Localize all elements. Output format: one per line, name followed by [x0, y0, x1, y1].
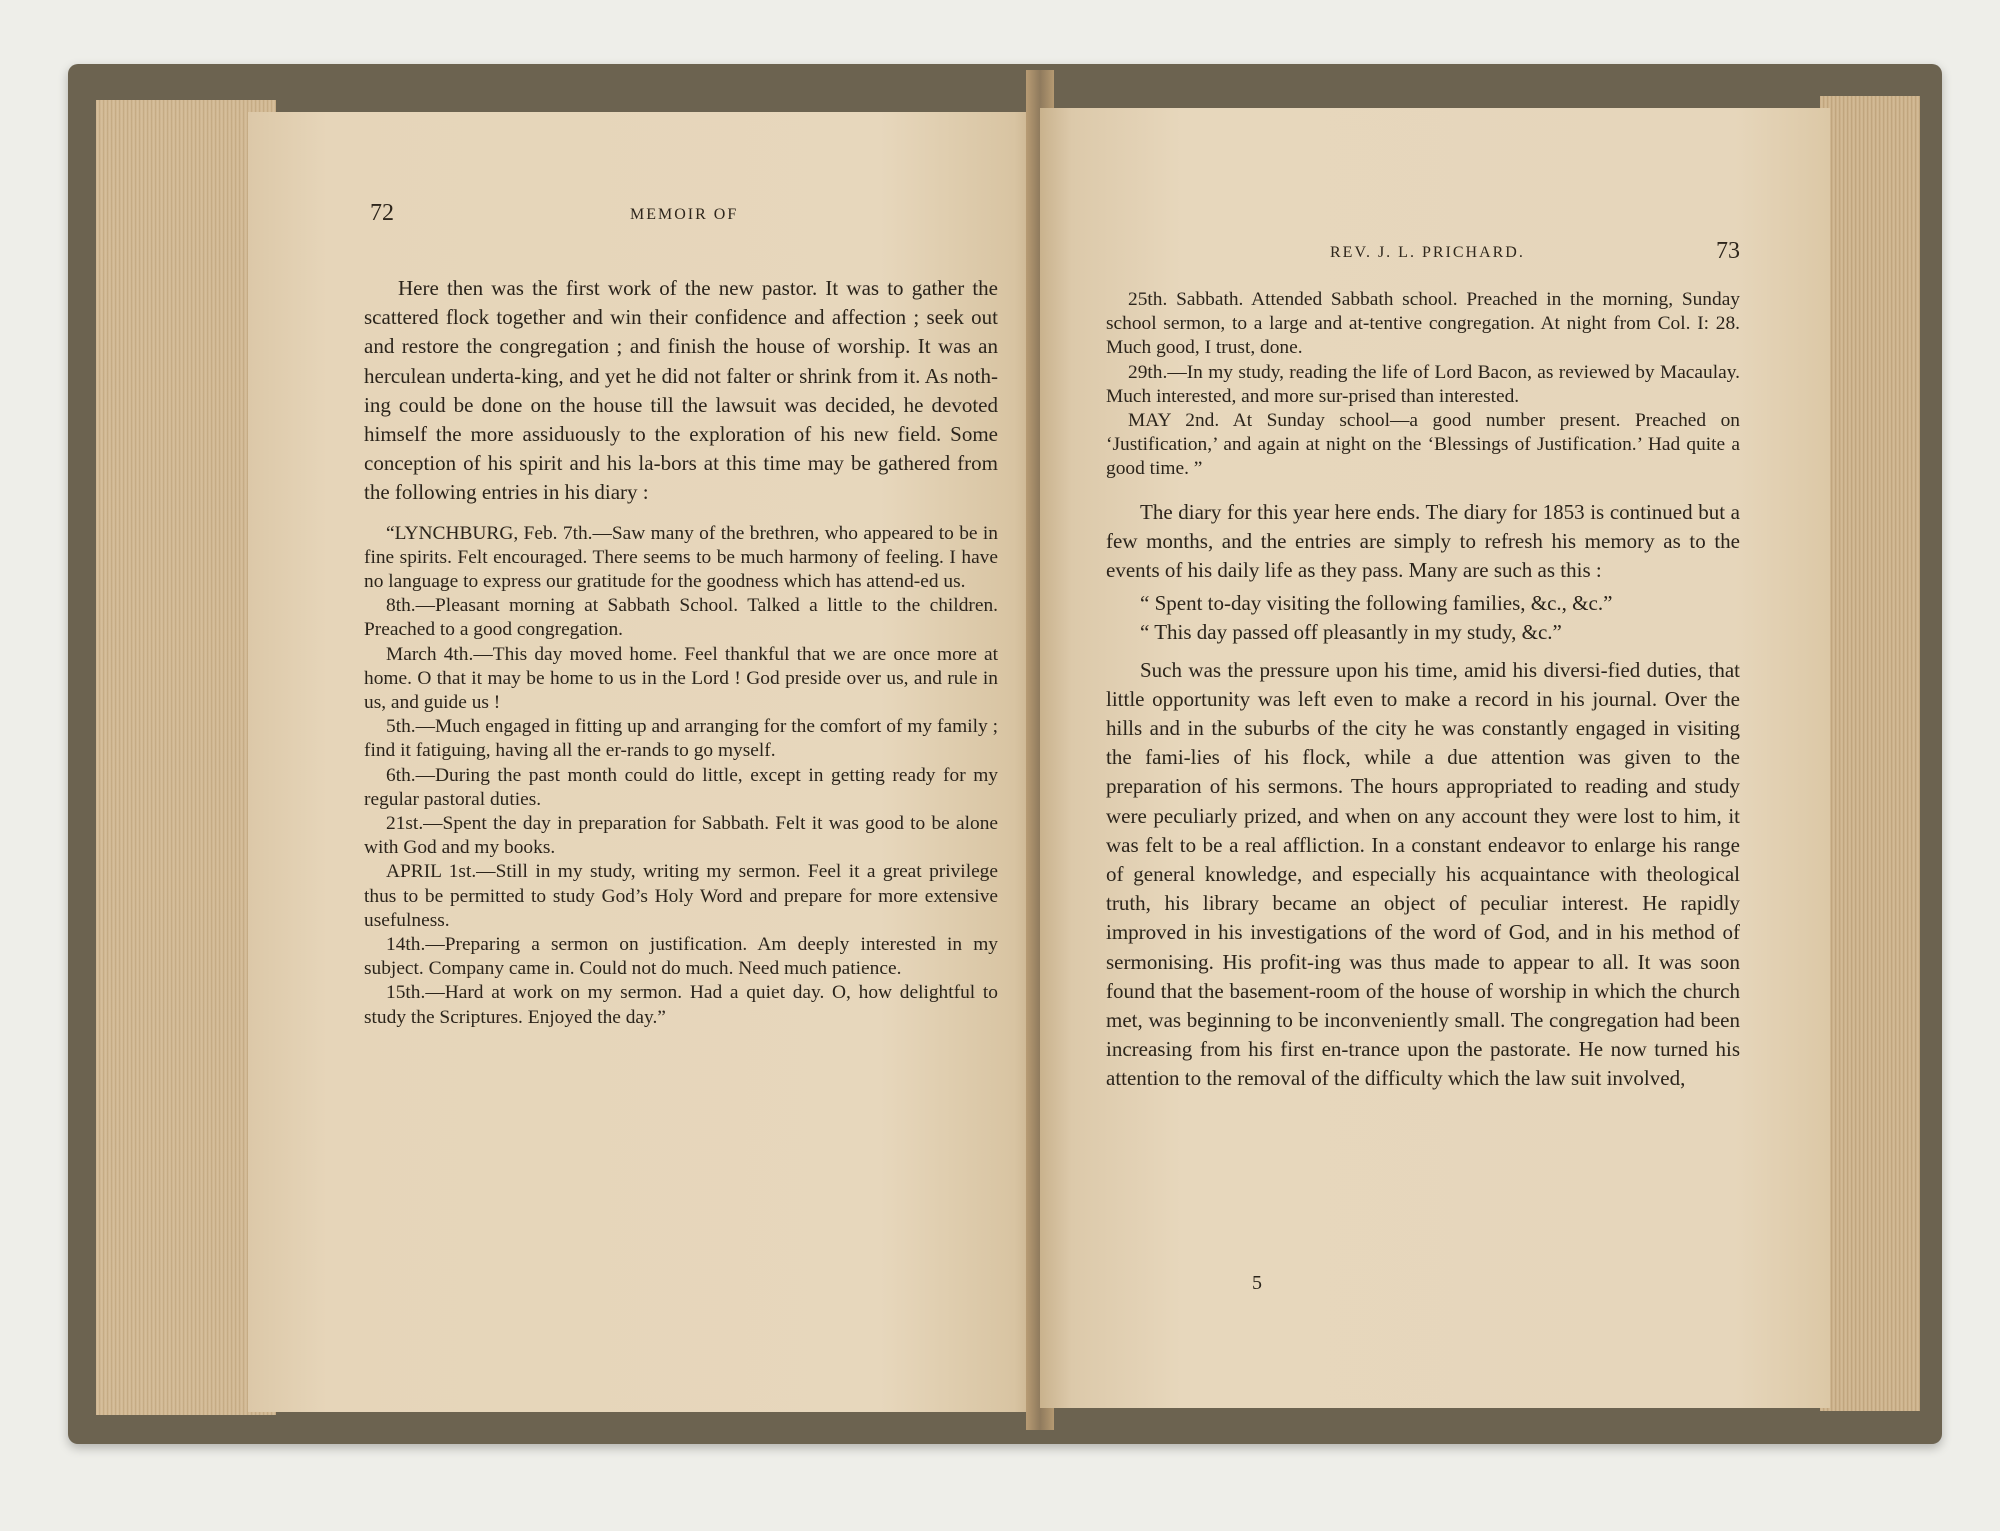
diary-entry: 14th.—Preparing a sermon on justification. Am deeply interested in my subject. Company came in. Could not do much. Need much patience. [364, 934, 998, 980]
quote: “ This day passed off pleasantly in my study, &c.” [1140, 620, 1562, 645]
right-page-header [1040, 238, 1830, 268]
diary-entry: 29th.—In my study, reading the life of Lord Bacon, as reviewed by Macaulay. Much interested, and more sur-prised than interested. [1106, 361, 1740, 407]
diary-entry: 6th.—During the past month could do little, except in getting ready for my regular pastoral duties. [364, 764, 998, 810]
page-number: 72 [370, 200, 394, 226]
diary-entry: 5th.—Much engaged in fitting up and arranging for the comfort of my family ; find it fatiguing, having all the er-rands to go myself. [364, 716, 998, 762]
diary-entry: 25th. Sabbath. Attended Sabbath school. Preached in the morning, Sunday school sermon, to a large and at-tentive congregation. At night from Col. I: 28. Much good, I trust, done. [1106, 289, 1740, 359]
signature-mark: 5 [1252, 1272, 1262, 1294]
diary-entry: March 4th.—This day moved home. Feel thankful that we are once more at home. O that it may be home to us in the Lord ! God preside over us, and rule in us, and guide us ! [364, 643, 998, 714]
left-page-body [364, 274, 998, 1030]
quote: “ Spent to-day visiting the following families, &c., &c.” [1140, 591, 1613, 616]
left-page [248, 112, 1038, 1412]
diary-entry: MAY 2nd. At Sunday school—a good number present. Preached on ‘Justification,’ and again at night on the ‘Blessings of Justification.’ Had quite a good time. ” [1106, 410, 1740, 480]
running-head: REV. J. L. PRICHARD. [1330, 244, 1525, 261]
running-head: MEMOIR OF [630, 206, 739, 223]
left-page-header [248, 200, 1038, 230]
right-page [1040, 108, 1830, 1408]
diary-entry: 21st.—Spent the day in preparation for Sabbath. Felt it was good to be alone with God and my books. [364, 813, 998, 859]
diary-entry: “LYNCHBURG, Feb. 7th.—Saw many of the brethren, who appeared to be in fine spirits. Felt encouraged. There seems to be much harmony of feeling. I have no language to express our gratitude for the goodness which has attend-ed us. [364, 522, 998, 593]
paragraph: Here then was the first work of the new pastor. It was to gather the scattered flock together and win their confidence and affection ; seek out and restore the congregation ; and finish the house of worship. It was an herculean underta-king, and yet he did not falter or shrink from it. As noth-ing could be done on the house till the lawsuit was decided, he devoted himself the more assiduously to the exploration of his new field. Some conception of his spirit and his la-bors at this time may be gathered from the following entries in his diary : [364, 276, 998, 505]
paragraph: The diary for this year here ends. The diary for 1853 is continued but a few months, and the entries are simply to refresh his memory as to the events of his daily life as they pass. Many are such as this : [1106, 499, 1740, 583]
diary-entry: 15th.—Hard at work on my sermon. Had a quiet day. O, how delightful to study the Scriptures. Enjoyed the day.” [364, 982, 998, 1028]
right-page-body [1106, 288, 1740, 1108]
diary-entry: APRIL 1st.—Still in my study, writing my sermon. Feel it a great privilege thus to be permitted to study God’s Holy Word and prepare for more extensive usefulness. [364, 861, 998, 931]
page-number: 73 [1716, 238, 1740, 264]
paragraph: Such was the pressure upon his time, amid his diversi-fied duties, that little opportunity was left even to make a record in his journal. Over the hills and in the suburbs of the city he was constantly engaged in visiting the fami-lies of his flock, while a due attention was given to the preparation of his sermons. The hours appropriated to reading and study were peculiarly prized, and when on any account they were lost to him, it was felt to be a real affliction. In a constant endeavor to enlarge his range of general knowledge, and especially his acquaintance with theological truth, his library became an object of peculiar interest. He rapidly improved in his investigations of the word of God, and in his method of sermonising. His profit-ing was thus made to appear to all. It was soon found that the basement-room of the house of worship in which the church met, was beginning to be inconveniently small. The congregation had been increasing from his first en-trance upon the pastorate. He now turned his attention to the removal of the difficulty which the law suit involved, [1106, 657, 1740, 1091]
diary-entry: 8th.—Pleasant morning at Sabbath School. Talked a little to the children. Preached to a good congregation. [364, 595, 998, 641]
page-edges-right [1820, 96, 1920, 1411]
